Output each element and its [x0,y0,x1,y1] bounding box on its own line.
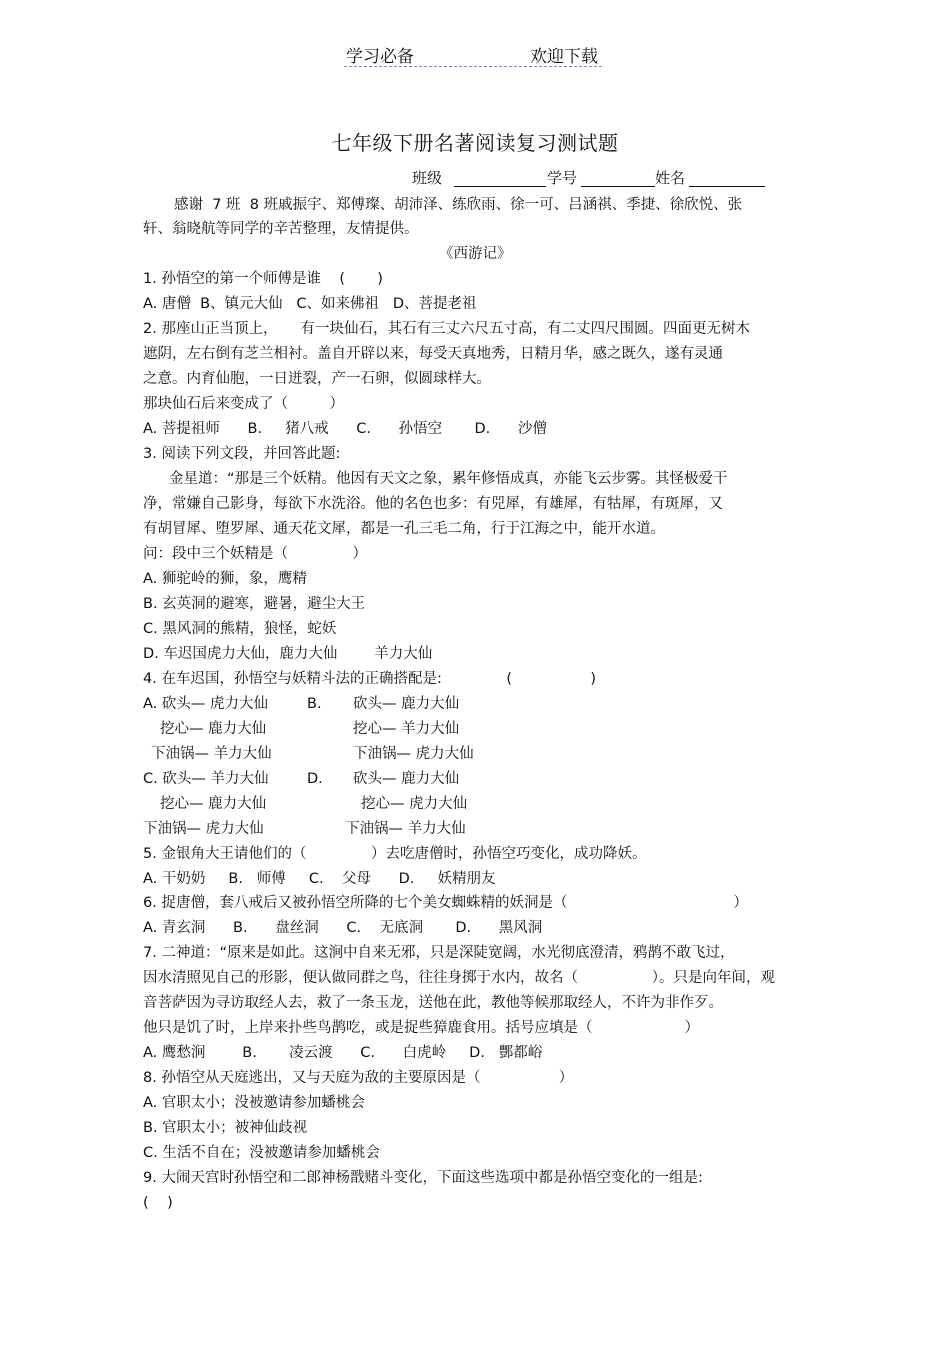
option-label: D. [307,771,323,787]
option-line: 挖心— 鹿力大仙 [160,721,267,737]
question-2: 2. 那座山正当顶上， 有一块仙石，其石有三丈六尺五寸高，有二丈四尺围圆。四面更无树木 [143,321,750,337]
question-1: 1. 孙悟空的第一个师傅是谁 ( ) [143,271,383,287]
question-3: 3. 阅读下列文段，并回答此题: [143,446,341,462]
option-line: C. 生活不自在；没被邀请参加蟠桃会 [143,1145,380,1161]
options-1: A. 唐僧 B、镇元大仙 C、如来佛祖 D、菩提老祖 [143,296,477,312]
option-line: 挖心— 虎力大仙 [361,796,468,812]
class-label: 班级 [412,169,443,187]
option-line: 挖心— 鹿力大仙 [160,796,267,812]
text-line: 之意。内育仙胞，一日迸裂，产一石卵，似圆球样大。 [143,371,491,387]
options-2: A. 菩提祖师 B. 猪八戒 C. 孙悟空 D. 沙僧 [143,421,547,437]
option-line: 下油锅— 虎力大仙 [353,746,474,762]
name-label: 姓名 [655,169,686,187]
text-line: 他只是饥了时，上岸来扑些鸟鹊吃，或是捉些獐鹿食用。括号应填是（ ） [143,1020,700,1036]
option-line: B. 官职太小；被神仙歧视 [143,1120,308,1136]
text-line: 轩、翁晓航等同学的辛苦整理，友情提供。 [143,221,419,237]
option-line: 下油锅— 虎力大仙 [143,821,264,837]
question-9: 9. 大闹天宫时孙悟空和二郎神杨戬赌斗变化，下面这些选项中都是孙悟空变化的一组是: [143,1170,703,1186]
option-line: A. 砍头— 虎力大仙 [143,696,268,712]
text-line: 那块仙石后来变成了（ ） [143,396,344,412]
header-right: 欢迎下载 [530,47,598,67]
class-field [454,186,546,187]
options-7: A. 鹰愁涧 B. 凌云渡 C. 白虎岭 D. 酆都峪 [143,1045,543,1061]
options-6: A. 青玄洞 B. 盘丝洞 C. 无底洞 D. 黑风洞 [143,920,543,936]
question-4: 4. 在车迟国，孙悟空与妖精斗法的正确搭配是: ( ) [143,671,597,687]
document-title: 七年级下册名著阅读复习测试题 [331,131,619,155]
option-line: A. 官职太小；没被邀请参加蟠桃会 [143,1095,365,1111]
option-line: A. 狮驼岭的狮，象，鹰精 [143,571,307,587]
option-line: C. 黑风洞的熊精，狼怪，蛇妖 [143,621,337,637]
question-8: 8. 孙悟空从天庭逃出，又与天庭为敌的主要原因是（ ） [143,1070,574,1086]
option-line: 下油锅— 羊力大仙 [345,821,466,837]
text-line: 音菩萨因为寻访取经人去，救了一条玉龙，送他在此，教他等候那取经人，不许为非作歹。 [143,995,723,1011]
option-line: D. 车迟国虎力大仙，鹿力大仙 羊力大仙 [143,646,433,662]
text-line: 问：段中三个妖精是（ ） [143,546,368,562]
question-5: 5. 金银角大王请他们的（ ）去吃唐僧时，孙悟空巧变化，成功降妖。 [143,846,647,862]
page-header [344,40,602,67]
option-line: 砍头— 鹿力大仙 [353,696,460,712]
text-line: 因水清照见自己的形影，便认做同群之鸟，往往身掷于水内，故名（ ）。只是向年间，观 [143,970,775,986]
answer-blank: ( ) [143,1195,173,1211]
options-5: A. 干奶奶 B. 师傅 C. 父母 D. 妖精朋友 [143,871,496,887]
text-line: 感谢 7 班 8 班戚振宇、郑傅璨、胡沛泽、练欣雨、徐一可、吕涵祺、季捷、徐欣悦、张 [174,197,743,213]
section-heading: 《西游记》 [439,246,512,262]
text-line: 遮阴，左右倒有芝兰相衬。盖自开辟以来，每受天真地秀，日精月华，感之既久，遂有灵通 [143,346,723,362]
option-line: 下油锅— 羊力大仙 [151,746,272,762]
header-left: 学习必备 [346,47,414,67]
text-line: 净，常嫌自己影身，每欲下水洗浴。他的名色也多：有兕犀，有雄犀，有牯犀，有斑犀，又 [143,496,723,512]
text-line: 有胡冒犀、堕罗犀、通天花文犀，都是一孔三毛二角，行于江海之中，能开水道。 [143,521,665,537]
option-line: 挖心— 羊力大仙 [353,721,460,737]
number-field [581,186,655,187]
number-label: 学号 [547,169,578,187]
option-line: B. 玄英洞的避寒，避暑，避尘大王 [143,596,366,612]
question-6: 6. 捉唐僧，套八戒后又被孙悟空所降的七个美女蜘蛛精的妖洞是（ ） [143,895,748,911]
question-7: 7. 二神道：“原来是如此。这涧中自来无邪，只是深陡宽阔，水光彻底澄清，鸦鹊不敢飞过， [143,945,735,961]
option-line: 砍头— 鹿力大仙 [353,771,460,787]
option-label: B. [307,696,322,712]
option-line: C. 砍头— 羊力大仙 [143,771,269,787]
name-field [689,186,765,187]
text-line: 金星道：“那是三个妖精。他因有天文之象，累年修悟成真，亦能飞云步雾。其怪极爱干 [169,471,728,487]
